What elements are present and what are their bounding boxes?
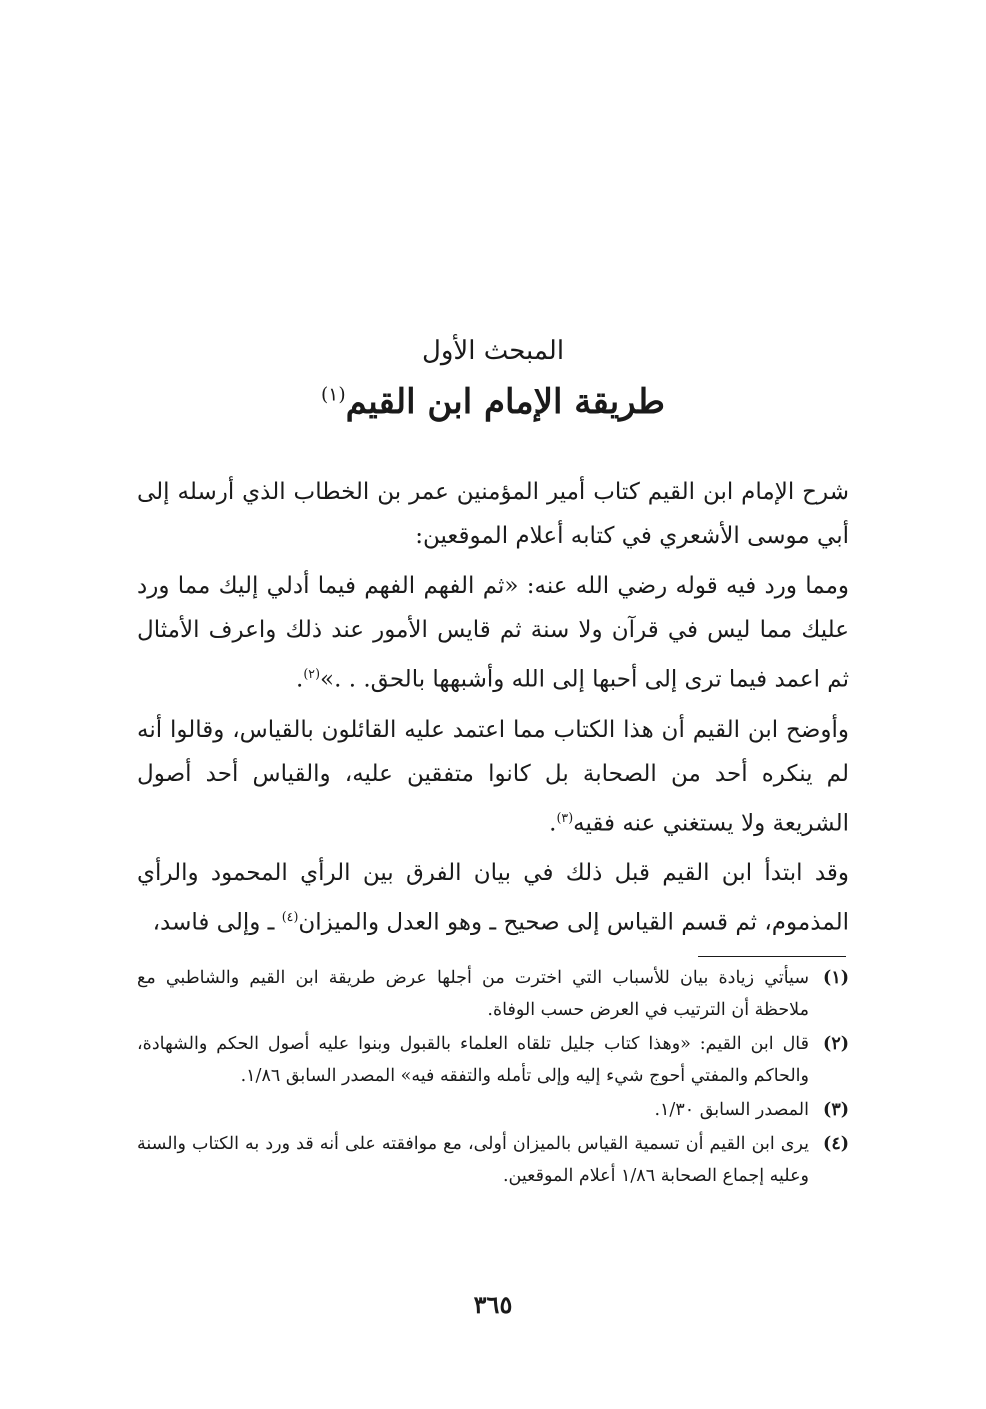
paragraph-text: وأوضح ابن القيم أن هذا الكتاب مما اعتمد عليه القائلون بالقياس، وقالوا أنه لم ينكره أحد من الصحابة بل كانوا متفقين عليه، والقياس أحد أصول الشريعة ولا يستغني عنه فقيه xyxy=(137,716,849,837)
footnote-ref: (٣) xyxy=(556,809,574,825)
footnote-number: (٢) xyxy=(823,1034,849,1054)
title-footnote-ref: (١) xyxy=(320,384,346,406)
footnote-text: يرى ابن القيم أن تسمية القياس بالميزان أولى، مع موافقته على أنه قد ورد به الكتاب والسنة وعليه إجماع الصحابة ١/٨٦ أعلام الموقعين. xyxy=(137,1134,809,1186)
paragraph-text: وقد ابتدأ ابن القيم قبل ذلك في بيان الفرق بين الرأي المحمود والرأي المذموم، ثم قسم القياس إلى صحيح ـ وهو العدل والميزان xyxy=(137,860,849,936)
paragraph xyxy=(137,564,849,702)
footnote-ref: (٢) xyxy=(303,666,321,681)
paragraph-tail: ـ وإلى فاسد، xyxy=(152,909,282,936)
body-text xyxy=(137,470,849,951)
paragraph-tail: . xyxy=(549,810,557,837)
footnote-number: (٣) xyxy=(823,1100,849,1120)
footnote-text: سيأتي زيادة بيان للأسباب التي اخترت من أجلها عرض طريقة ابن القيم والشاطبي مع ملاحظة أن الترتيب في العرض حسب الوفاة. xyxy=(137,968,809,1020)
paragraph-tail: . xyxy=(296,666,304,693)
section-label: المبحث الأول xyxy=(421,336,565,366)
footnote xyxy=(137,1028,849,1092)
paragraph xyxy=(137,470,849,558)
paragraph xyxy=(137,708,849,846)
footnote-number: (١) xyxy=(823,968,849,988)
paragraph-text: شرح الإمام ابن القيم كتاب أمير المؤمنين عمر بن الخطاب الذي أرسله إلى أبي موسى الأشعري في كتابه أعلام الموقعين: xyxy=(137,479,849,549)
footnote xyxy=(137,962,849,1026)
paragraph xyxy=(137,851,849,945)
footnotes xyxy=(137,962,849,1194)
footnote xyxy=(137,1128,849,1192)
footnote-text: قال ابن القيم: «وهذا كتاب جليل تلقاه العلماء بالقبول وبنوا عليه أصول الحكم والشهادة، والحاكم والمفتي أحوج شيء إليه وإلى تأمله والتفقه فيه» المصدر السابق ١/٨٦. xyxy=(137,1034,809,1086)
section-title-text: طريقة الإمام ابن القيم xyxy=(345,382,665,422)
footnote-divider xyxy=(698,956,846,957)
paragraph-text: ومما ورد فيه قوله رضي الله عنه: «ثم الفهم الفهم فيما أدلي إليك مما ورد عليك مما ليس في قرآن ولا سنة ثم قايس الأمور عند ذلك واعرف الأمثال ثم اعمد فيما ترى إلى أحبها إلى الله وأشبهها بالحق. . .» xyxy=(137,573,849,693)
section-title xyxy=(0,382,986,422)
footnote xyxy=(137,1094,849,1126)
footnote-number: (٤) xyxy=(823,1134,849,1154)
footnote-ref: (٤) xyxy=(281,909,299,925)
page-number: ٣٦٥ xyxy=(473,1290,513,1319)
footnote-text: المصدر السابق ١/٣٠. xyxy=(654,1100,809,1120)
